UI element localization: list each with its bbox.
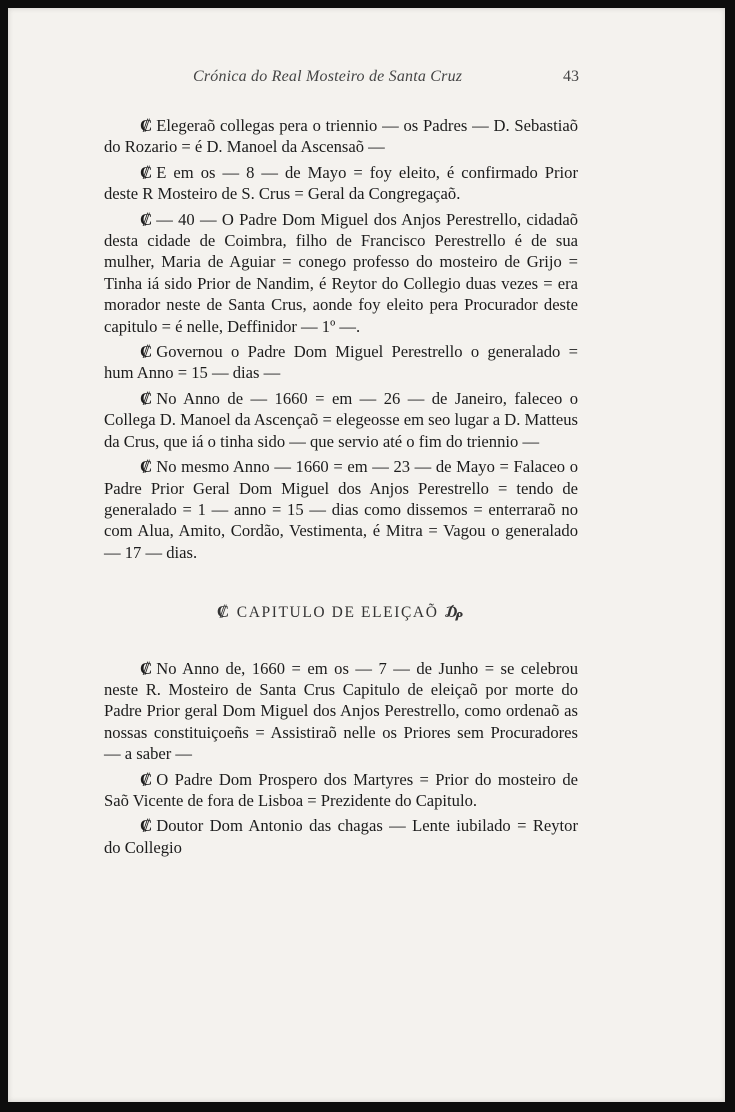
pilcrow-mark: ₡	[140, 342, 153, 362]
pilcrow-mark: ₡	[140, 457, 153, 477]
paragraph: ₡ No mesmo Anno — 1660 = em — 23 — de Mayo = Falaceo o Padre Prior Geral Dom Miguel dos Anjos Perestrello = tendo de generalado = 1 — anno = 15 — dias como dissemos = enterraraõ no com Alua, Amito, Cordão, Vestimenta, é Mitra = Vagou o generalado — 17 — dias.	[104, 457, 578, 562]
paragraph: ₡ — 40 — O Padre Dom Miguel dos Anjos Perestrello, cidadaõ desta cidade de Coimbra, filho de Francisco Perestrello é de sua mulher, Maria de Aguiar = conego professo do mosteiro de Grijo = Tinha iá sido Prior de Nandim, é Reytor do Collegio duas vezes = era morador neste de Santa Crus, aonde foy eleito pera Procurador deste capitulo = é nelle, Deffinidor — 1º —.	[104, 209, 578, 336]
pilcrow-mark: ₡	[140, 162, 153, 182]
paragraph: ₡ Doutor Dom Antonio das chagas — Lente iubilado = Reytor do Collegio	[104, 816, 578, 857]
pilcrow-mark: ₡	[140, 388, 153, 408]
paragraph: ₡ E em os — 8 — de Mayo = foy eleito, é confirmado Prior deste R Mosteiro de S. Crus = Geral da Congregaçaõ.	[104, 162, 578, 204]
page-number: 43	[563, 68, 579, 85]
pilcrow-mark: ₡	[140, 769, 153, 789]
body-text	[104, 115, 578, 862]
paragraph: ₡ Elegeraõ collegas pera o triennio — os Padres — D. Sebastiaõ do Rozario = é D. Manoel da Ascensaõ —	[104, 116, 578, 157]
paragraph: ₡ No Anno de, 1660 = em os — 7 — de Junho = se celebrou neste R. Mosteiro de Santa Crus Capitulo de eleiçaõ por morte do Padre Prior geral Dom Miguel dos Anjos Perestrello, como ordenaõ as nossas constituiçoeñs = Assistiraõ nelle os Priores sem Procuradores — a saber —	[104, 658, 578, 764]
running-title: Crónica do Real Mosteiro de Santa Cruz	[193, 68, 463, 85]
pilcrow-mark: ₡	[216, 602, 231, 622]
pilcrow-mark: ₡	[140, 209, 153, 229]
book-page	[8, 8, 725, 1102]
section-heading: ₡ CAPITULO DE ELEIÇAÕ ₯	[216, 602, 466, 622]
pilcrow-mark: ₡	[140, 658, 153, 678]
paragraph: ₡ No Anno de — 1660 = em — 26 — de Janeiro, faleceo o Collega D. Manoel da Ascençaõ = elegeosse em seo lugar a D. Matteus da Crus, que iá o tinha sido — que servio até o fim do triennio —	[104, 388, 578, 451]
paragraph: ₡ Governou o Padre Dom Miguel Perestrello o generalado = hum Anno = 15 — dias —	[104, 342, 578, 383]
pilcrow-mark: ₡	[140, 816, 153, 836]
paragraph: ₡ O Padre Dom Prospero dos Martyres = Prior do mosteiro de Saõ Vicente de fora de Lisboa = Prezidente do Capitulo.	[104, 769, 578, 810]
closing-mark: ₯	[444, 602, 466, 622]
pilcrow-mark: ₡	[140, 116, 153, 135]
